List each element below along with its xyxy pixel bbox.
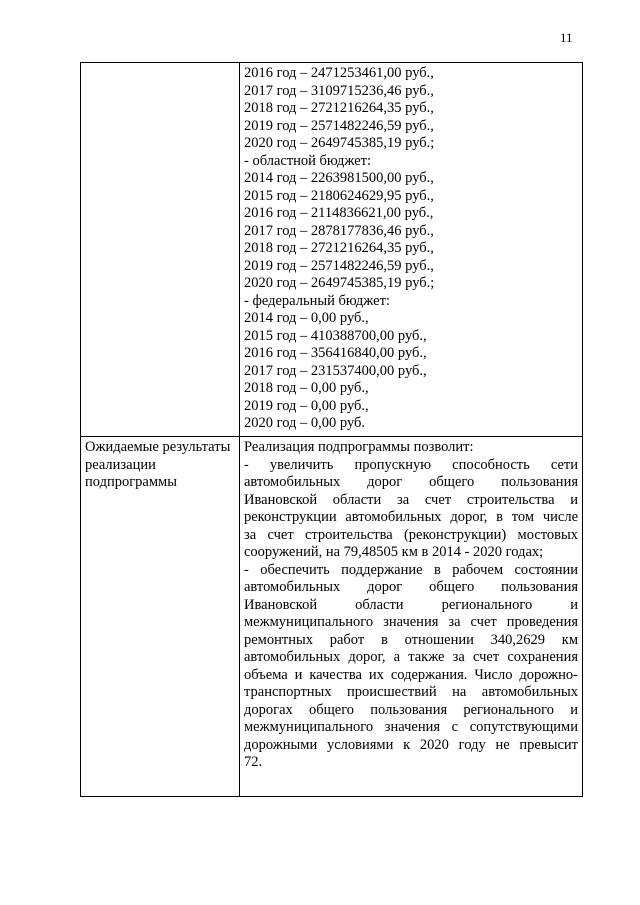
funding-line: 2018 год – 2721216264,35 руб.,	[244, 100, 434, 116]
results-paragraph-1-line: сооружений, на 79,48505 км в 2014 - 2020 годах;	[244, 544, 544, 560]
funding-line: 2017 год – 3109715236,46 руб.,	[244, 82, 434, 99]
results-paragraph-2-line: дорожными условиями к 2020 году не превысит	[244, 736, 578, 753]
results-label-line: реализации	[85, 456, 156, 473]
results-label-line: Ожидаемые результаты	[85, 439, 231, 455]
table-row-results	[81, 437, 583, 797]
results-paragraph-2-line: автомобильных дорог, а также за счет сохранения	[244, 649, 578, 665]
results-label-cell	[81, 437, 240, 797]
funding-line: 2014 год – 2263981500,00 руб.,	[244, 170, 434, 186]
program-passport-table	[80, 62, 583, 797]
results-paragraph-2-line: межмуниципального значения с сопутствующими	[244, 719, 578, 735]
results-paragraph-1-line: реконструкции автомобильных дорог, в том числе	[244, 509, 578, 525]
funding-line: 2018 год – 2721216264,35 руб.,	[244, 240, 434, 256]
funding-line: 2020 год – 2649745385,19 руб.;	[244, 135, 435, 151]
results-paragraph-1-line: - увеличить пропускную способность сети	[244, 456, 578, 473]
results-paragraph-2-line: автомобильных дорог общего пользования	[244, 579, 578, 595]
funding-line: 2015 год – 2180624629,95 руб.,	[244, 187, 434, 204]
funding-section-heading: - областной бюджет:	[244, 152, 372, 169]
results-paragraph-2-line: ремонтных работ в отношении 340,2629 км	[244, 631, 578, 648]
funding-line: 2017 год – 2878177836,46 руб.,	[244, 222, 434, 239]
results-paragraph-2-line: транспортных происшествий на автомобильных	[244, 684, 578, 700]
results-paragraph-1-line: Ивановской области за счет строительства и	[244, 491, 578, 508]
funding-line: 2015 год – 410388700,00 руб.,	[244, 327, 427, 344]
results-paragraph-2-line: 72.	[244, 754, 263, 770]
funding-line: 2014 год – 0,00 руб.,	[244, 310, 369, 326]
funding-line: 2019 год – 2571482246,59 руб.,	[244, 117, 434, 134]
results-paragraph-1-line: за счет строительства (реконструкции) мостовых	[244, 526, 578, 543]
table-row-funding	[81, 63, 583, 437]
funding-line: 2019 год – 0,00 руб.,	[244, 397, 369, 414]
funding-label-cell	[81, 63, 240, 437]
funding-section-heading: - федеральный бюджет:	[244, 292, 390, 309]
funding-values-cell	[240, 63, 583, 437]
results-paragraph-2-line: межмуниципального значения за счет проведения	[244, 614, 578, 630]
results-paragraph-2-line: - обеспечить поддержание в рабочем состоянии	[244, 561, 578, 578]
results-label-line: подпрограммы	[85, 474, 177, 490]
funding-line: 2019 год – 2571482246,59 руб.,	[244, 257, 434, 274]
results-paragraph-1-line: автомобильных дорог общего пользования	[244, 474, 578, 490]
results-paragraph-2-line: дорогах общего пользования регионального и	[244, 701, 578, 718]
funding-line: 2020 год – 0,00 руб.	[244, 415, 366, 431]
funding-line: 2020 год – 2649745385,19 руб.;	[244, 275, 435, 291]
funding-line: 2017 год – 231537400,00 руб.,	[244, 362, 427, 379]
funding-line: 2018 год – 0,00 руб.,	[244, 380, 369, 396]
funding-line: 2016 год – 2471253461,00 руб.,	[244, 65, 434, 81]
funding-line: 2016 год – 356416840,00 руб.,	[244, 345, 427, 361]
results-intro: Реализация подпрограммы позволит:	[244, 439, 474, 455]
results-paragraph-2-line: Ивановской области регионального и	[244, 596, 578, 613]
funding-line: 2016 год – 2114836621,00 руб.,	[244, 205, 434, 221]
results-text-cell	[240, 437, 583, 797]
results-paragraph-2-line: объема и качества их содержания. Число дорожно-	[244, 666, 578, 683]
page-number: 11	[560, 30, 573, 45]
